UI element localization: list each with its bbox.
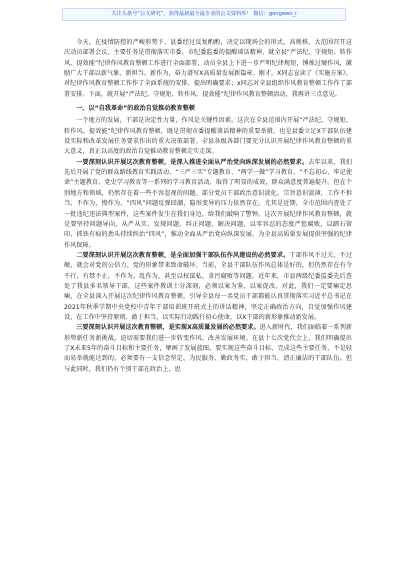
top-banner: 关注头条号“公文研究”，获得最新最全最专业的公文资料库！ 微信：gongwen_i (62, 8, 346, 21)
subsection-3-body: 进入新时代，我们面临着一系列新形势新任务新挑战，迫切需要我们进一步转变作风、改善发展环境。在县十七次党代会上，我们明确提出了X未来5年的奋斗目标和主要任务，擘画了发展蓝图。要实现这些奋斗目标、完成这些主要任务，不是轻而易举就能达到的，必须要有一支信念坚定、为民服务、勤政务实、敢于担当、清正廉洁的干部队伍。但与此同时，我们仍有个别干部在政治上、思 (64, 324, 352, 373)
section1-paragraph: 一个地方的发展，干部是决定性力量，作风是关键性因素。这次在全县范围内开展“严法纪、守规矩、转作风、提效能”纪律作风教育整顿，既是贯彻市委提醒谈话精神的重要举措，也是县委立足X干部队伍建设实际和改革发展任务要求作出的重大决策部署。全县各级各部门要充分认识开展纪律作风教育整顿的重大意义，真正以高度的政治自觉推动教育整顿走实走深。 (64, 117, 352, 156)
subsection-2-heading: 二要深刻认识开展这次教育整顿，是全面加强干部队伍作风建设的必然要求。 (76, 251, 290, 259)
subsection-1 (64, 158, 352, 251)
subsection-1-body: 去年以来，我们先后开展了党的群众路线教育实践活动、“三严三实”专题教育、“两学一做”学习教育、“不忘初心、牢记使命”主题教育、党史学习教育等一系列的学习教育活动，取得了明显的成效，群众满意度普遍提升。但在个别地方和领域，仍然存在着一些不容忽视的问题。部分党员干部政治意识淡化、宗旨意识淡薄，工作不担当、不作为，慢作为，“四风”问题反弹回潮，隐形变异的压力依然存在。尤其是近期，全市范围内查处了一批违纪违法典型案件，这些案件发生在我们身边，给我们敲响了警钟。这次开展纪律作风教育整顿，就是要坚持问题导向，从严从实，发现问题、纠正问题、解决问题，以零容忍的态度严惩腐败，以踏石留印、抓铁有痕的劲头持续纠治“四风”，推动全面从严治党向纵深发展，为全县高质量发展提供坚强的纪律作风保障。 (64, 158, 352, 249)
subsection-2 (64, 251, 352, 323)
intro-paragraph: 今天，在疫情防控的严峻形势下，县委经过反复酌酌，决定以现场会的形式，高规格、大范围召开这次动员部署会议，主要任务是贯彻落实市委、市纪委监委的提醒谈话精神，就全县“严法纪、守规矩、转作风、提效能”纪律作风教育整顿工作进行全面部署，动员全县上下进一步严明纪律规矩，锤炼过硬作风，激励广大干部以新气象、新担当、新作为，奋力谱写X高质量发展新篇章。刚才，X同志宣读了《实施方案》，对纪律作风教育整顿工作作了全面系统的安排，提出明确要求；x同志对全县组织作风教育整顿工作作了部署安排。下面，就开展“严法纪、守规矩、转作风、提效能”纪律作风教育整顿活动，我再讲三点意见。 (64, 39, 353, 98)
subsection-1-heading: 一要深刻认识开展这次教育整顿，是深入推进全面从严治党向纵深发展的必然要求。 (76, 158, 309, 166)
subsection-3-heading: 三要深刻认识开展这次教育整顿，是实现X高质量发展的必然要求。 (76, 324, 260, 332)
section-heading-1: 一、以“自我革命”的政治自觉推动教育整顿 (76, 105, 195, 113)
subsection-3 (64, 323, 352, 375)
subsection-2-body: 干部作风不过关、不过硬，就会对党的公信力、党的形象带来致命破坏。当前，全县干部队伍作风总体是好的，但仍然存在有令不行、有禁不止，不作为、乱作为，甚至以权谋私、贪污腐败等问题。近年来，市县两级纪委监委先后查处了我县多名领导干部，这些案件教训十分深刻，必须以案为鉴、以案促改。对此，我们一定要痛定思痛，在全县深入开展这次纪律作风教育整顿，引导全县每一名党员干部都能认真贯彻落实习近平总书记在2021年秋季学期中央党校中青年干部培训班开班式上的讲话精神，坚定正确政治方向，自觉加强作风建设，在工作中坚持原则、敢于担当，以实际行动践行初心使命，以X干部的新形象推动新发展。 (64, 251, 353, 321)
document-body (64, 38, 352, 375)
